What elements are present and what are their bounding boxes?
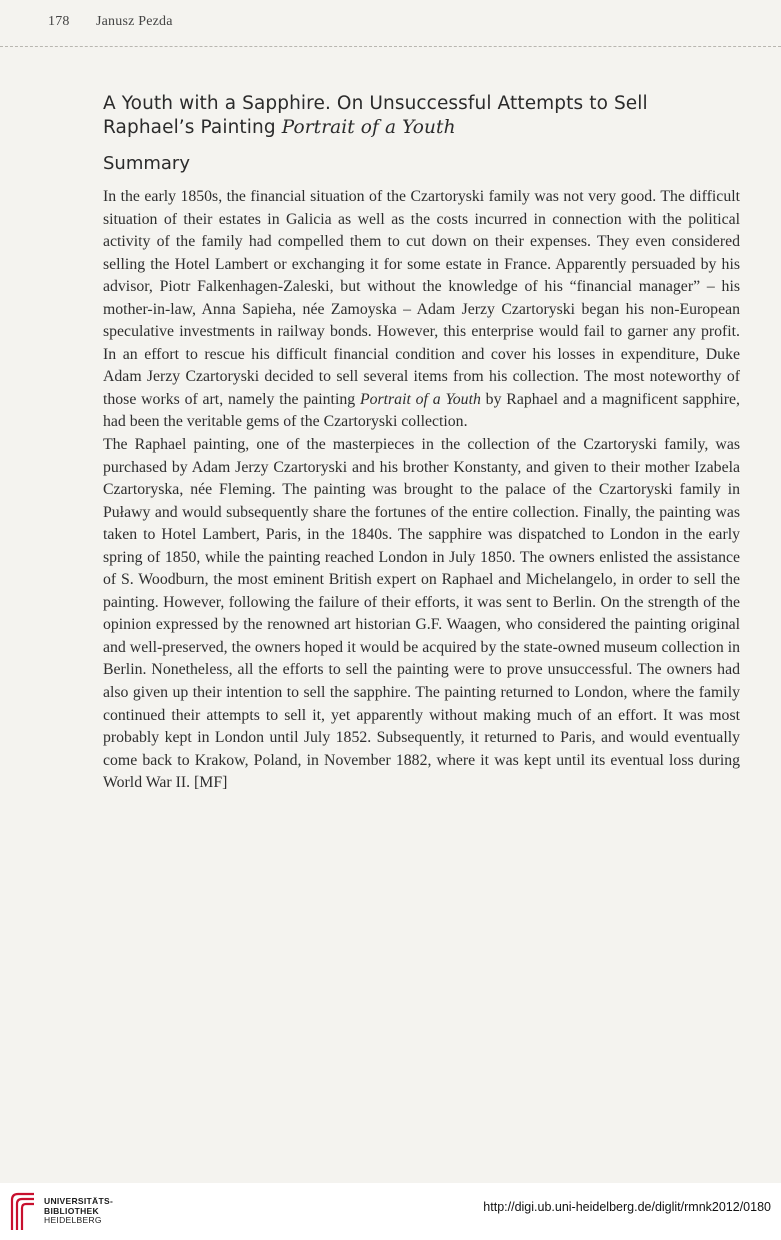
library-name [44, 1197, 113, 1226]
header-rule [0, 46, 781, 47]
paragraph-2: The Raphael painting, one of the masterpieces in the collection of the Czartoryski family, was purchased by Adam Jerzy Czartoryski and his brother Konstanty, and given to their mother Izabela Czartoryska, née Fleming. The painting was brought to the palace of the Czartoryski family in Puławy and would subsequently share the fortunes of the entire collection. Finally, the painting was taken to Hotel Lambert, Paris, in the 1840s. The sapphire was dispatched to London in the early spring of 1850, while the painting reached London in July 1850. The owners enlisted the assistance of S. Woodburn, the most eminent British expert on Raphael and Michelangelo, in order to sell the painting. However, following the failure of their efforts, it was sent to Berlin. On the strength of the opinion expressed by the renowned art historian G.F. Waagen, who considered the painting original and well-preserved, the owners hoped it would be acquired by the state-owned museum collection in Berlin. Nonetheless, all the efforts to sell the painting were to prove unsuccessful. The owners had also given up their intention to sell the sapphire. The painting returned to London, where the family continued their attempts to sell it, yet apparently without making much of an effort. It was most probably kept in London until July 1852. Subsequently, it returned to Paris, and would eventually come back to Krakow, Poland, in November 1882, where it was kept until its eventual loss during World War II. [MF] [103, 436, 740, 792]
summary-body [103, 186, 740, 795]
paragraph-1 [103, 186, 740, 434]
paragraph-1-italic-title: Portrait of a Youth [359, 390, 481, 408]
article-title [103, 92, 740, 140]
paragraph-1-part-b: by Raphael and a magnificent sapphire, had been the veritable gems of the Czartoryski collection. [103, 390, 740, 431]
paragraph-1-part-a: In the early 1850s, the financial situation of the Czartoryski family was not very good. The difficult situation of their estates in Galicia as well as the costs incurred in connection with the political activity of the family had compelled them to cut down on their expenses. They even considered selling the Hotel Lambert or exchanging it for some estate in France. Apparently persuaded by his advisor, Piotr Falkenhagen-Zaleski, but without the knowledge of his “financial manager” – his mother-in-law, Anna Sapieha, née Zamoyska – Adam Jerzy Czartoryski began his non-European speculative investments in railway bonds. However, this enterprise would fail to garner any profit. In an effort to rescue his difficult financial condition and cover his losses in expenditure, Duke Adam Jerzy Czartoryski decided to sell several items from his collection. The most noteworthy of those works of art, namely the painting [103, 188, 740, 408]
article-title-main: A Youth with a Sapphire. On Unsuccessful Attempts to Sell Raphael’s Painting [103, 93, 648, 138]
library-name-line-3: HEIDELBERG [44, 1215, 102, 1225]
article-content [103, 92, 740, 795]
library-name-line-2: BIBLIOTHEK [44, 1205, 99, 1216]
article-title-italic: Portrait of a Youth [281, 117, 456, 138]
page-number: 178 [48, 14, 70, 29]
running-head-author: Janusz Pezda [96, 14, 173, 29]
footer-band [0, 1183, 781, 1240]
digitization-url[interactable]: http://digi.ub.uni-heidelberg.de/diglit/rmnk2012/0180 [483, 1200, 771, 1214]
library-name-line-1: UNIVERSITÄTS- [44, 1196, 114, 1206]
section-heading: Summary [103, 153, 190, 174]
running-head [48, 14, 173, 30]
library-logo-icon [8, 1190, 38, 1232]
